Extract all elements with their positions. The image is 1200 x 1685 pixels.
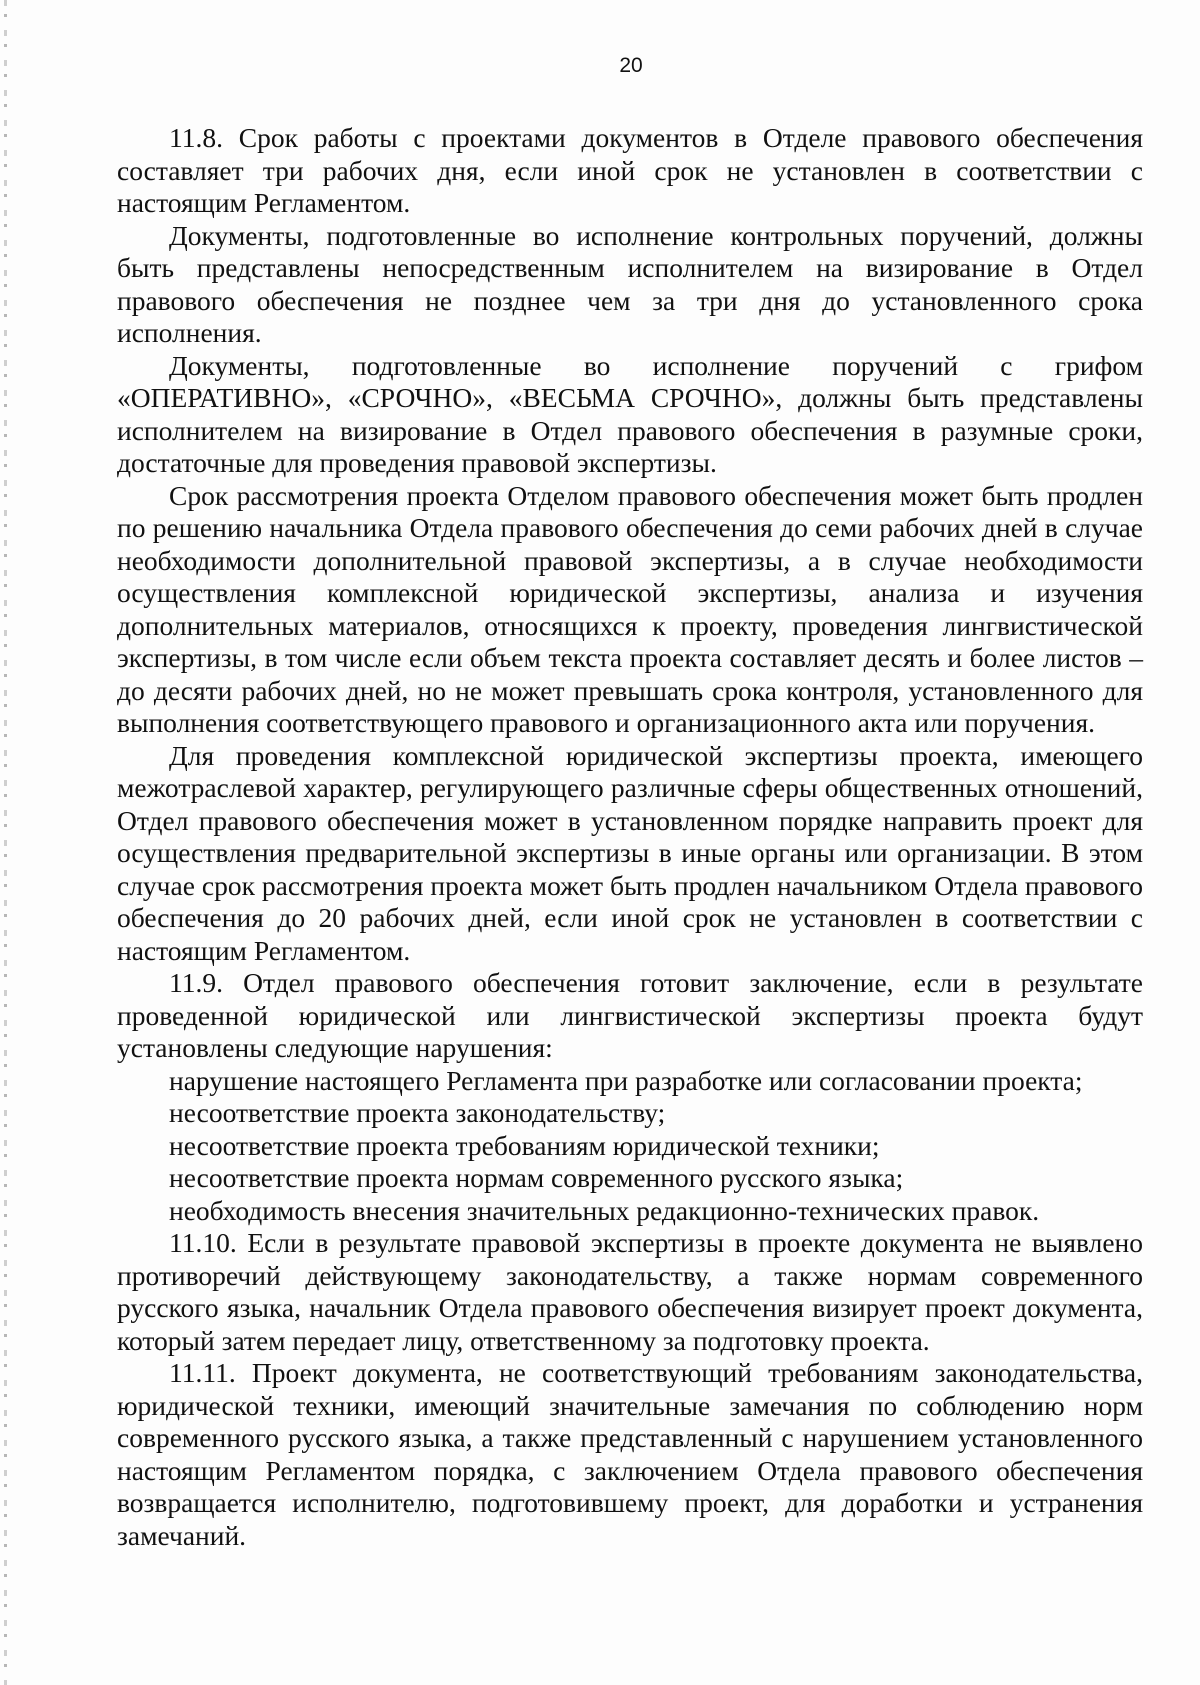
list-item: нарушение настоящего Регламента при разработке или согласовании проекта; <box>169 1064 1083 1096</box>
paragraph-review-extension: Срок рассмотрения проекта Отделом правового обеспечения может быть продлен по решению начальника Отдела правового обеспечения до семи рабочих дней в случае необходимости дополнительной правовой экспертизы, а в случае необходимости осуществления комплексной юридической экспертизы, анализа и изучения дополнительных материалов, относящихся к проекту, проведения лингвистической экспертизы, в том числе если объем текста проекта составляет десять и более листов – до десяти рабочих дней, но не может превышать срока контроля, установленного для выполнения соответствующего правового и организационного акта или поручения. <box>117 479 1143 738</box>
paragraph-11-9: 11.9. Отдел правового обеспечения готовит заключение, если в результате проведенной юридической или лингвистической экспертизы проекта будут установлены следующие нарушения: <box>117 967 1143 1063</box>
paragraph-complex-expertise: Для проведения комплексной юридической экспертизы проекта, имеющего межотраслевой характер, регулирующего различные сферы общественных отношений, Отдел правового обеспечения может в установленном порядке направить проект для осуществления предварительной экспертизы в иные органы или организации. В этом случае срок рассмотрения проекта может быть продлен начальником Отдела правового обеспечения до 20 рабочих дней, если иной срок не установлен в соответствии с настоящим Регламентом. <box>117 739 1143 966</box>
paragraph-11-8: 11.8. Срок работы с проектами документов в Отделе правового обеспечения составляет три рабочих дня, если иной срок не установлен в соответствии с настоящим Регламентом. <box>117 122 1143 218</box>
paragraph-urgent-instructions: Документы, подготовленные во исполнение поручений с грифом «ОПЕРАТИВНО», «СРОЧНО», «ВЕСЬМА СРОЧНО», должны быть представлены исполнителем на визирование в Отдел правового обеспечения в разумные сроки, достаточные для проведения правовой экспертизы. <box>117 349 1143 478</box>
page-number: 20 <box>619 54 643 77</box>
paragraph-11-10: 11.10. Если в результате правовой экспертизы в проекте документа не выявлено противоречий действующему законодательству, а также нормам современного русского языка, начальник Отдела правового обеспечения визирует проект документа, который затем передает лицу, ответственному за подготовку проекта. <box>117 1227 1143 1356</box>
paragraph-11-11: 11.11. Проект документа, не соответствующий требованиям законодательства, юридической техники, имеющий значительные замечания по соблюдению норм современного русского языка, а также представленный с нарушением установленного настоящим Регламентом порядка, с заключением Отдела правового обеспечения возвращается исполнителю, подготовившему проект, для доработки и устранения замечаний. <box>117 1357 1143 1551</box>
list-item: несоответствие проекта законодательству; <box>169 1097 666 1128</box>
list-item: несоответствие проекта требованиям юридической техники; <box>169 1129 880 1161</box>
list-item: необходимость внесения значительных редакционно-технических правок. <box>169 1194 1040 1226</box>
paragraph-control-instructions: Документы, подготовленные во исполнение контрольных поручений, должны быть представлены непосредственным исполнителем на визирование в Отдел правового обеспечения не позднее чем за три дня до установленного срока исполнения. <box>117 219 1143 348</box>
document-body <box>117 122 1143 1552</box>
scan-edge-artifact <box>4 0 7 1685</box>
list-item: несоответствие проекта нормам современного русского языка; <box>169 1162 904 1193</box>
